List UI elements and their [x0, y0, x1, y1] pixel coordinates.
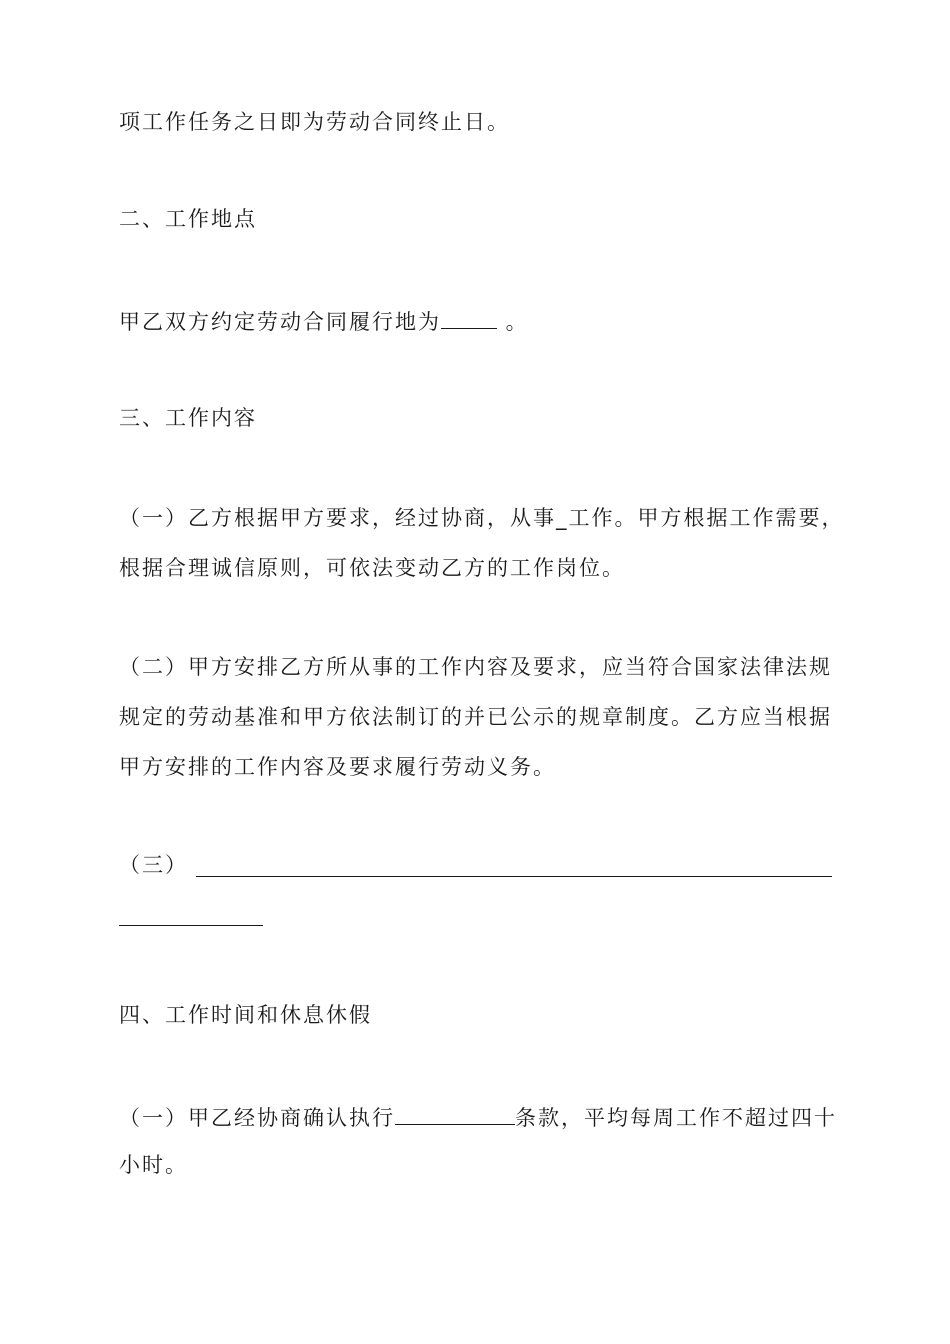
paragraph-label: （三） [119, 853, 188, 877]
paragraph-work-location [119, 310, 839, 333]
fill-in-blank-hours[interactable] [395, 1106, 515, 1125]
paragraph-text: 条款，平均每周工作不超过四十 [515, 1106, 837, 1130]
paragraph-line: 小时。 [119, 1153, 188, 1177]
paragraph-text: 。 [497, 310, 529, 334]
fill-in-blank-location[interactable] [441, 310, 497, 329]
section-heading-work-location: 二、工作地点 [119, 207, 257, 231]
paragraph-line: 项工作任务之日即为劳动合同终止日。 [119, 110, 510, 134]
section-heading-work-content: 三、工作内容 [119, 406, 257, 430]
paragraph-line: 甲方安排的工作内容及要求履行劳动义务。 [119, 755, 556, 779]
paragraph-line: 规定的劳动基准和甲方依法制订的并已公示的规章制度。乙方应当根据 [119, 705, 832, 729]
paragraph-line: （一）乙方根据甲方要求，经过协商，从事_工作。甲方根据工作需要， [119, 506, 845, 530]
section-heading-work-hours: 四、工作时间和休息休假 [119, 1003, 372, 1027]
fill-in-line-long[interactable] [196, 876, 832, 877]
paragraph-line: （二）甲方安排乙方所从事的工作内容及要求，应当符合国家法律法规 [119, 655, 832, 679]
paragraph-text: 甲乙双方约定劳动合同履行地为 [119, 310, 441, 334]
paragraph-text: （一）甲乙经协商确认执行 [119, 1106, 395, 1130]
paragraph-line: 根据合理诚信原则，可依法变动乙方的工作岗位。 [119, 556, 625, 580]
fill-in-line-short[interactable] [119, 925, 263, 926]
paragraph-work-hours [119, 1106, 839, 1129]
